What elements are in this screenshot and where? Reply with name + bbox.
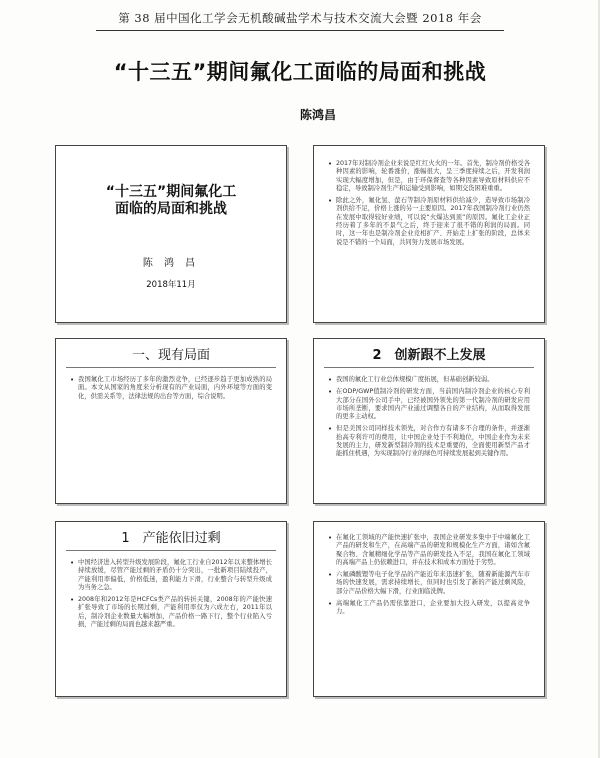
slide-intro (313, 145, 545, 323)
conference-header: 第 38 届中国化工学会无机酸碱盐学术与技术交流大会暨 2018 年会 (118, 11, 482, 25)
header-rule (96, 30, 504, 31)
slide-current-situation (55, 338, 287, 504)
list-item: • 我国氟化工市场经历了多年的激烈竞争，已经逐步趋于更加成熟的局面。本文从国家的角度来分析现有的产业局面，内外环境等方面的变化，供需关系等，法律法规的出台等方面，综合说明。 (70, 376, 272, 401)
slide-high-end-products (313, 521, 545, 697)
list-item: • 但是美国公司同样技术领先，对合作方有诸多不合理的条件，并逐渐抬高专利许可的费用，让中国企业处于不利地位，中国企业作为未来发展的主力，研发新型制冷剂的技术是重要的，全面使用新型产品才能抓住机遇，为实现制冷行业的绿色可持续发展起到关键作用。 (328, 425, 530, 458)
paper-author: 陈鸿昌 (299, 108, 336, 122)
bullet-list (328, 534, 530, 617)
list-item: • 六氟磷酸锂等电子化学品的产能近年来迅速扩张，随着新能源汽车市场的快速发展，需求持续增长，但同时也引发了新的产能过剩风险，部分产品价格大幅下滑，行业面临洗牌。 (328, 571, 530, 596)
cover-title (56, 184, 286, 218)
bullet-list (70, 376, 272, 401)
cover-title-line1: “十三五”期间氟化工 (105, 184, 237, 200)
slide-heading: 2 创新跟不上发展 (372, 348, 486, 363)
list-item: • 2008年和2012年是HCFCs类产品的转折关键，2008年的产能快速扩张导致了市场的长期过剩，产能利用率仅为六成左右，2011年以后，制冷剂企业数量大幅增加，产品价格一路下行，整个行业陷入亏损，产能过剩的局面也越来越严重。 (70, 596, 272, 629)
list-item: • 在ODP/GWP值制冷剂的研发方面，当前国内制冷剂企业的核心专利大部分在国外公司手中，已经被国外领先的第一代制冷剂的研发应用市场所垄断，要求国内产业通过调整各自的产业结构，从而取得发展的更多主动权。 (328, 388, 530, 421)
paper-title: “十三五”期间氟化工面临的局面和挑战 (113, 60, 487, 84)
bullet-list (70, 559, 272, 629)
bullet-list (328, 160, 530, 247)
list-item: • 2017年对制冷剂企业来说是红红火火的一年。首先，制冷剂价格受各种因素的影响，轮番涨价，涨幅很大，呈三季度持续之后，开发利润实现大幅度增加，但是，由于环保督查等各种因素导致原材料供应不稳定，导致制冷剂生产和运输受到影响，如期交货困难重重。 (328, 160, 530, 193)
slide-heading: 一、现有局面 (131, 348, 210, 363)
cover-title-line2: 面临的局面和挑战 (115, 201, 227, 217)
bullet-list (328, 376, 530, 459)
cover-author: 陈 鸿 昌 (142, 258, 200, 269)
heading-rule (66, 550, 276, 551)
list-item: • 我国的氟化工行业总体规模广度拓展，但基础创新较弱。 (328, 376, 530, 384)
heading-rule (324, 367, 534, 368)
heading-rule (66, 367, 276, 368)
cover-date: 2018年11月 (146, 280, 196, 290)
list-item: • 在氟化工领域的产能快速扩张中，我国企业研发多集中于中端氟化工产品的研发和生产，在高端产品的研发和规模化生产方面，诸如含氟聚合物、含氟精细化学品等产品的研发投入不足，我国在氟化工领域的高端产品上仍依赖进口，并在技术和成本方面处于劣势。 (328, 534, 530, 567)
slide-cover (55, 145, 287, 323)
slide-overcapacity (55, 521, 287, 697)
list-item: • 高端氟化工产品仍需依靠进口，企业要加大投入研发，以提高竞争力。 (328, 600, 530, 617)
list-item: • 除此之外，氟化氢、萤石等制冷剂原材料供给减少，造导致市场制冷剂供给不足，价格上涨的另一主要原因。2017年我国制冷剂行业仍然在发展中取得较好业绩，可以说“火爆达到顶”的原因。氟化工企业正经历着了多年的不景气之后，终于迎来了很不错的利润的局面。同时，这一年也是制冷剂企业竞相扩产、开始走上扩张的阶段，总体来说是不错的一个局面，共同努力发展市场发展。 (328, 197, 530, 247)
slide-innovation (313, 338, 545, 504)
slide-heading: 1 产能依旧过剩 (121, 531, 221, 546)
list-item: • 中国经济进入转型升级发展阶段，氟化工行业自2012年以来整体增长持续放缓，尽管产能过剩的矛盾仍十分突出，一批新项目陆续投产，产能利用率偏低，价格低迷，盈利能力下滑，行业整合与转型升级成为当务之急。 (70, 559, 272, 592)
